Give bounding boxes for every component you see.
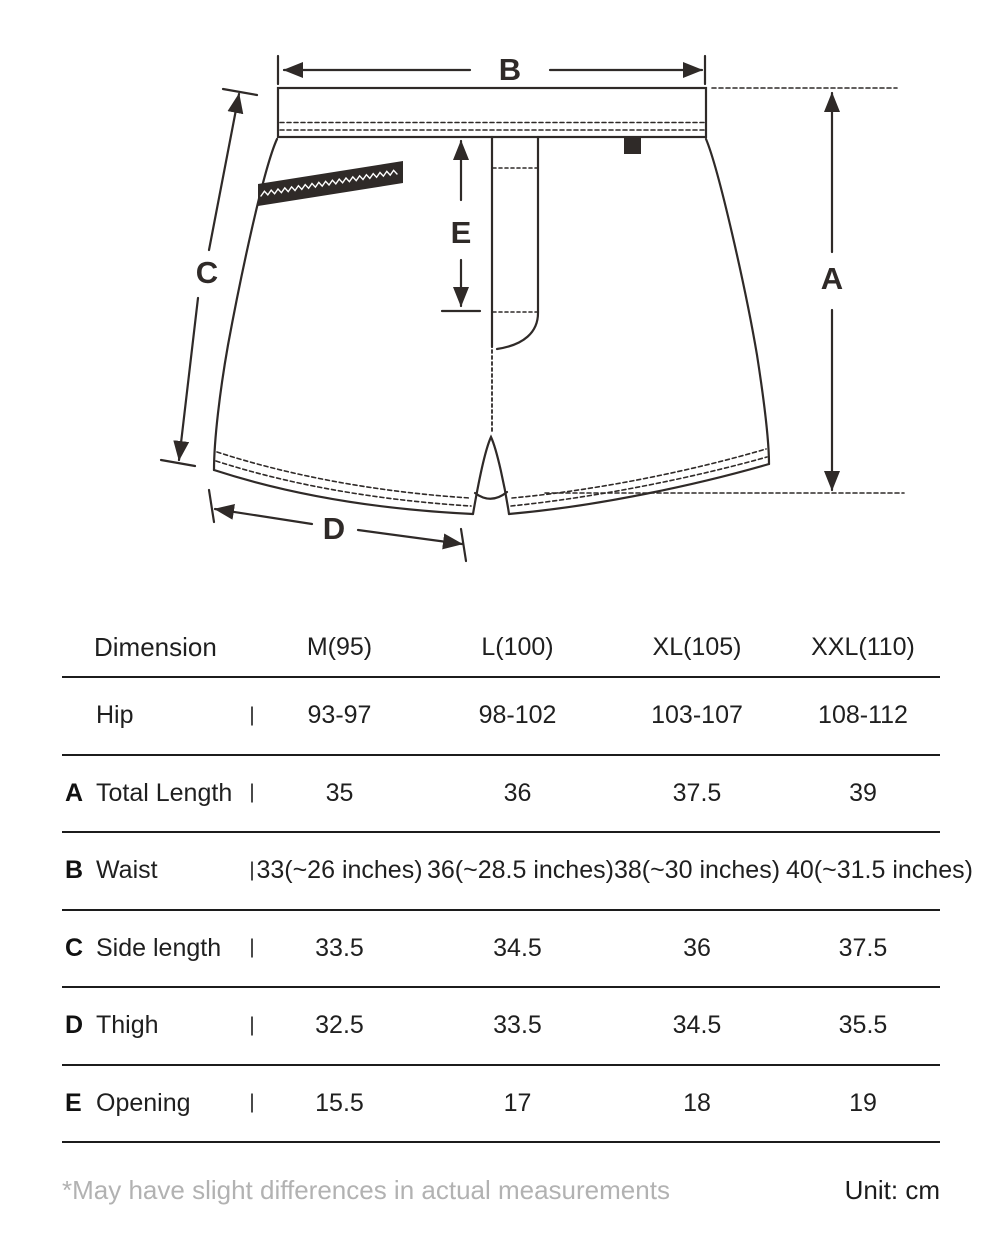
cell-value: 33.5 (315, 933, 364, 962)
cell-value: 32.5 (315, 1011, 364, 1040)
tag-label (624, 137, 641, 154)
table-row-hip (62, 678, 940, 756)
cell-value: 35.5 (838, 1011, 888, 1040)
cell-value: 15.5 (315, 1088, 364, 1117)
shorts-diagram (0, 0, 1000, 610)
zipper-icon (258, 161, 403, 206)
cell-value: 33(~26 inches) (256, 856, 423, 885)
row-name: Opening (96, 1088, 191, 1117)
cell-value: 37.5 (838, 933, 888, 962)
table-row-side-length (62, 911, 940, 989)
cell-value: 19 (849, 1088, 877, 1117)
row-letter: C (65, 933, 84, 962)
measurement-disclaimer: *May have slight differences in actual measurements (62, 1175, 670, 1205)
cell-value: 36 (683, 933, 711, 962)
size-table (62, 618, 973, 1143)
row-letter: E (65, 1088, 82, 1117)
cell-value: 108-112 (818, 701, 908, 730)
header-size-l: L(100) (481, 632, 554, 661)
cell-value: 39 (849, 778, 877, 807)
row-name: Thigh (96, 1011, 159, 1040)
row-name: Waist (96, 856, 158, 885)
table-row-total-length (62, 756, 940, 834)
dim-label-b: B (498, 52, 522, 87)
cell-value: 37.5 (672, 778, 722, 807)
row-name: Total Length (96, 778, 233, 807)
cell-value: 38(~30 inches) (613, 856, 781, 885)
cell-value: 18 (683, 1088, 711, 1117)
hem-stitching (216, 449, 767, 506)
header-dimension: Dimension (94, 631, 217, 662)
row-label (62, 1089, 252, 1118)
table-row-thigh (62, 988, 940, 1066)
row-label (62, 934, 252, 963)
table-header-row (62, 618, 940, 678)
label-separator-tick (251, 706, 253, 725)
unit-label: Unit: cm (844, 1175, 940, 1205)
row-name: Hip (96, 701, 134, 730)
label-separator-tick (251, 1094, 253, 1113)
header-size-m: M(95) (306, 632, 373, 661)
header-size-xl: XL(105) (652, 632, 742, 661)
row-letter: A (65, 778, 84, 807)
cell-value: 17 (503, 1088, 532, 1117)
label-separator-tick (251, 861, 253, 880)
label-separator-tick (251, 1016, 253, 1035)
cell-value: 34.5 (672, 1011, 722, 1040)
row-label (62, 701, 252, 730)
arrow-b-waist (278, 56, 705, 84)
row-label (62, 779, 252, 808)
cell-value: 103-107 (651, 701, 743, 730)
row-label (62, 1011, 252, 1040)
cell-value: 34.5 (493, 933, 542, 962)
label-separator-tick (251, 784, 253, 803)
fly (492, 137, 538, 432)
cell-value: 36(~28.5 inches) (427, 856, 614, 885)
cell-value: 33.5 (493, 1011, 542, 1040)
table-row-opening (62, 1066, 940, 1144)
row-label (62, 856, 252, 885)
dim-label-c: C (195, 255, 219, 290)
waistband (278, 88, 706, 137)
cell-value: 36 (503, 778, 532, 807)
dim-label-a: A (820, 261, 844, 296)
arrow-a-total-length (545, 88, 904, 493)
row-letter: B (65, 856, 84, 885)
dim-label-d: D (322, 511, 346, 546)
cell-value: 98-102 (478, 701, 557, 730)
table-row-waist (62, 833, 973, 911)
label-separator-tick (251, 939, 253, 958)
row-letter: D (65, 1011, 84, 1040)
header-size-xxl: XXL(110) (811, 632, 915, 661)
cell-value: 40(~31.5 inches) (786, 856, 973, 885)
dim-label-e: E (450, 215, 472, 250)
cell-value: 93-97 (307, 701, 372, 730)
row-name: Side length (96, 933, 222, 962)
cell-value: 35 (325, 778, 354, 807)
